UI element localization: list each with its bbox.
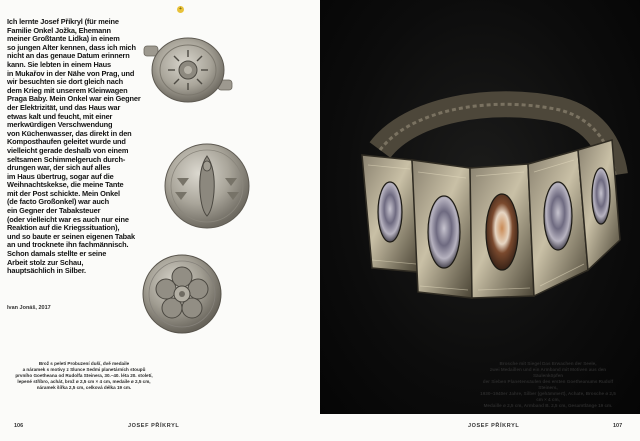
caption-german	[478, 361, 618, 409]
body-text-line: (oder vielleicht war es auch nur eine	[7, 214, 129, 224]
caption-line: prvního Goetheana od Rudolfa Steinera, 30.–40. léta 20. století,	[15, 373, 153, 378]
body-text-line: Praga Baby. Mein Onkel war ein Gegner	[7, 94, 141, 104]
body-text-line: Ich lernte Josef Příkryl (für meine	[7, 17, 119, 26]
body-text-line: Reaktion auf die Kriegssituation),	[7, 223, 120, 233]
body-text-line: ein Gegner der Tabaksteuer	[7, 206, 101, 216]
body-text-line: Komposthaufen geleitet wurde und	[7, 137, 126, 147]
page-number-left: 106	[14, 423, 24, 429]
body-text-line: dem Krieg mit unserem Kleinwagen	[7, 85, 128, 95]
body-text-line: nicht an das genaue Datum erinnern	[7, 51, 130, 61]
page-number-right: 107	[613, 423, 623, 429]
body-text-line: etwas kalt und feucht, mit einer	[7, 111, 113, 121]
bracelet-photo	[320, 0, 640, 414]
body-text-line: kann. Sie lebten in einem Haus	[7, 59, 111, 69]
page-marker-dot: +	[177, 6, 184, 13]
body-text-line: mit der Post schickte. Mein Onkel	[7, 188, 120, 198]
body-text-line: vielleicht gerade deshalb von einem	[7, 145, 129, 155]
caption-line: 1930–1940er Jahre, Silber (gehämmert), Achate, Brosche ø 2,5 cm × 4 cm,	[480, 391, 616, 402]
body-text-line: wir besuchten sie dort gleich nach	[7, 77, 124, 87]
body-text-line: Weihnachtskekse, die meine Tante	[7, 180, 124, 190]
body-text-line: der Elektrizität, und das Haus war	[7, 102, 121, 112]
body-text-line: merkwürdigen Verschwendung	[7, 120, 113, 130]
running-head-right: JOSEF PŘÍKRYL	[468, 423, 520, 429]
author-signature: Ivan Jonáš, 2017	[7, 305, 51, 311]
body-text-line: Arbeit stolz zur Schau,	[7, 257, 84, 267]
caption-line: lepené stříbro, achát, brož ø 2,5 cm × 4 cm, medaile ø 2,5 cm,	[17, 379, 151, 384]
caption-line: Brož s peletí Probuzení duší, dvě medaile	[38, 361, 130, 366]
body-text-line: meiner Großtante Lidka) in einem	[7, 34, 120, 44]
caption-line: a náramek s motivy z Slunce Sedmi planetárních stoupů	[22, 367, 146, 372]
caption-line: Brosche mit Siegel Das Erwachen der Seele,	[499, 361, 597, 366]
body-text	[7, 18, 147, 276]
caption-line: Medaille ø 2,5 cm, Armband B. 2,5 cm, Gesamtlänge 19 cm.	[483, 403, 613, 408]
body-text-line: (de facto Großonkel) war auch	[7, 197, 110, 207]
body-text-line: Schon damals stellte er seine	[7, 249, 107, 259]
body-text-line: hauptsächlich in Silber.	[7, 266, 86, 276]
body-text-line: drungen war, der sich auf alles	[7, 163, 111, 173]
brooch-image	[140, 30, 238, 110]
caption-line: náramek šířka 2,5 cm, celková délka 19 cm.	[36, 385, 132, 390]
body-text-line: Familie Onkel Jožka, Ehemann	[7, 25, 111, 35]
caption-line: der Sieben Planetensäulen des ersten Goetheanums Rudolf Steiners,	[482, 379, 614, 390]
medal-rose-image	[141, 253, 223, 335]
body-text-line: in Mukařov in der Nähe von Prag, und	[7, 68, 135, 78]
right-page	[320, 0, 640, 441]
body-text-line: im Haus übertrug, sogar auf die	[7, 171, 114, 181]
body-text-line: seltsamen Schimmelgeruch durch-	[7, 154, 126, 164]
body-text-line: an und trocknete ihn fachmännisch.	[7, 240, 129, 250]
caption-czech	[14, 361, 154, 391]
caption-line: zwei Medaillen und ein Armband mit Motiven aus den Säulenköpfen	[489, 367, 607, 378]
bracelet-image	[320, 0, 640, 414]
body-text-line: von Küchenwasser, das direkt in den	[7, 128, 132, 138]
body-text-line: und so baute er seinen eigenen Tabak	[7, 231, 135, 241]
body-text-line: so jungen Alter kennen, dass ich mich	[7, 42, 136, 52]
medal-figure-image	[163, 142, 251, 230]
running-head-left: JOSEF PŘÍKRYL	[128, 423, 180, 429]
